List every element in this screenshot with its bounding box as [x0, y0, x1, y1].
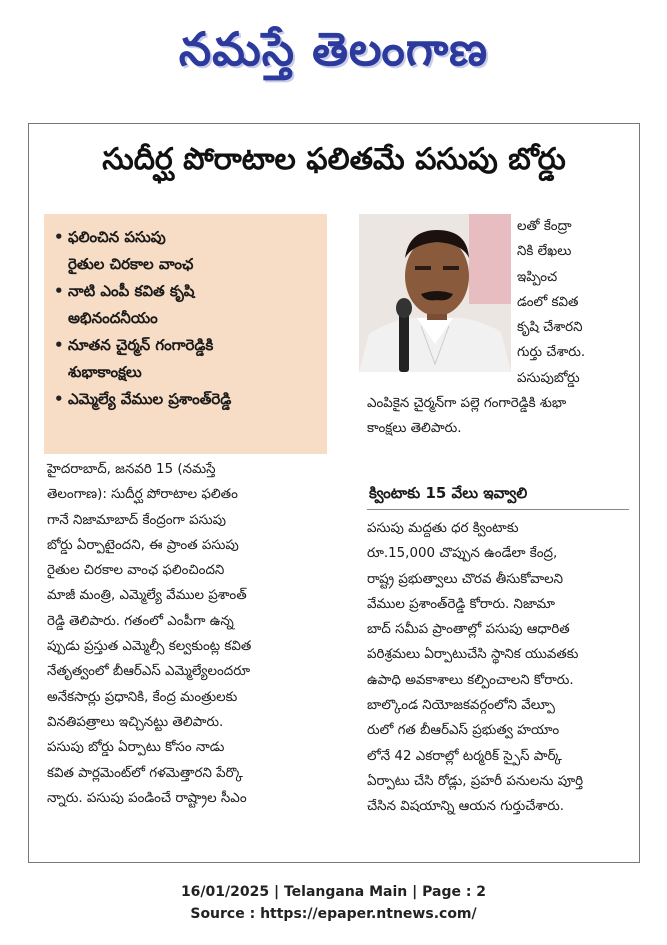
highlight-line: నూతన చైర్మన్ గంగారెడ్డికి [68, 336, 214, 354]
text-line: నేతృత్వంలో బీఆర్‌ఎస్ ఎమ్మెల్యేలందరూ [47, 664, 251, 680]
text-line: లోనే 42 ఎకరాల్లో టర్మరిక్ స్పైస్ పార్క్ [367, 748, 562, 764]
masthead [0, 0, 667, 110]
highlight-item [54, 386, 319, 413]
text-line: వినతిపత్రాలు ఇచ్చినట్టు తెలిపారు. [47, 714, 224, 730]
text-line: కృషి చేశారని [517, 320, 583, 336]
bullet-icon: • [54, 336, 64, 354]
text-line: రెడ్డి తెలిపారు. గతంలో ఎంపీగా ఉన్న [47, 613, 234, 629]
text-line: పసుపు మద్దతు ధర క్వింటాకు [367, 521, 519, 536]
highlights-box [44, 214, 327, 454]
highlight-line: ఎమ్మెల్యే వేముల ప్రశాంత్‌రెడ్డి [68, 390, 232, 408]
footer-date-line: 16/01/2025 | Telangana Main | Page : 2 [180, 884, 487, 900]
text-line: చేసిన విషయాన్ని ఆయన గుర్తుచేశారు. [367, 799, 565, 815]
highlight-line: రైతుల చిరకాల వాంఛ [68, 255, 194, 273]
text-line: రైతుల చిరకాల వాంఛ ఫలించిందని [47, 563, 225, 579]
text-line: బాల్కొండ నియోజకవర్గంలోని వేల్పూ [367, 698, 555, 714]
right-wrap-text [517, 214, 635, 391]
left-column-text [47, 457, 337, 811]
text-line: న్నారు. పసుపు పండించే రాష్ట్రాల సీఎం [47, 790, 247, 806]
text-line: రులో గత బీఆర్‌ఎస్ ప్రభుత్వ హయాం [367, 723, 560, 739]
portrait-photo [359, 214, 511, 372]
footer-source-link[interactable]: Source : https://epaper.ntnews.com/ [190, 906, 477, 922]
bullet-icon: • [54, 282, 64, 300]
article-headline: సుదీర్ఘ పోరాటాల ఫలితమే పసుపు బోర్డు [102, 142, 566, 177]
text-line: కాంక్షలు తెలిపారు. [367, 421, 462, 437]
article-subhead: క్వింటాకు 15 వేలు ఇవ్వాలి [369, 484, 528, 502]
text-line: ఎంపికైన చైర్మన్‌గా పల్లె గంగారెడ్డికి శుభా [367, 396, 567, 411]
text-line: నికి లేఖలు [517, 244, 572, 260]
bullet-icon: • [54, 390, 64, 408]
text-line: పసుపు బోర్డు ఏర్పాటు కోసం నాడు [47, 740, 225, 756]
subhead-divider [367, 509, 629, 510]
text-line: బోర్డు ఏర్పాటైందని, ఈ ప్రాంత పసుపు [47, 537, 239, 553]
highlight-item [54, 278, 319, 332]
text-line: మాజీ మంత్రి, ఎమ్మెల్యే వేముల ప్రశాంత్ [47, 588, 247, 604]
text-line: లతో కేంద్రా [517, 219, 572, 234]
highlight-line: అభినందనీయం [68, 309, 158, 327]
text-line: పరిశ్రమలు ఏర్పాటుచేసి స్థానిక యువతకు [367, 647, 579, 663]
text-line: కవిత పార్లమెంట్‌లో గళమెత్తారని పేర్కొ [47, 765, 243, 781]
text-line: ఉపాధి అవకాశాలు కల్పించాలని కోరారు. [367, 672, 574, 688]
text-line: వేముల ప్రశాంత్‌రెడ్డి కోరారు. నిజామా [367, 596, 555, 612]
text-line: ప్పుడు ప్రస్తుత ఎమ్మెల్సీ కల్వకుంట్ల కవిత [47, 639, 252, 655]
text-line: రాష్ట్ర ప్రభుత్వాలు చొరవ తీసుకోవాలని [367, 571, 564, 587]
right-continuation-text [367, 391, 637, 442]
text-line: హైదరాబాద్, జనవరి 15 (నమస్తే [47, 462, 216, 477]
text-line: అనేకసార్లు ప్రధానికి, కేంద్ర మంత్రులకు [47, 689, 238, 705]
text-line: తెలంగాణ): సుదీర్ఘ పోరాటాల ఫలితం [47, 487, 238, 503]
text-line: గానే నిజామాబాద్ కేంద్రంగా పసుపు [47, 512, 227, 528]
masthead-logo: నమస్తే తెలంగాణ [178, 22, 489, 76]
text-line: డంలో కవిత [517, 294, 579, 310]
bullet-icon: • [54, 228, 64, 246]
highlight-line: శుభాకాంక్షలు [68, 363, 142, 381]
right-column-text [367, 516, 637, 820]
highlight-item [54, 332, 319, 386]
text-line: గుర్తు చేశారు. [517, 345, 586, 361]
text-line: రూ.15,000 చొప్పున ఉండేలా కేంద్ర, [367, 546, 558, 562]
highlight-line: నాటి ఎంపీ కవిత కృషి [68, 282, 195, 300]
highlight-line: ఫలించిన పసుపు [68, 228, 166, 246]
highlight-item [54, 224, 319, 278]
text-line: ఇప్పించ [517, 269, 558, 285]
text-line: ఏర్పాటు చేసి రోడ్లు, ప్రహరీ పనులను పూర్తి [367, 773, 584, 789]
article-clipping [28, 123, 640, 863]
text-line: బాద్ సమీప ప్రాంతాల్లో పసుపు ఆధారిత [367, 622, 570, 638]
text-line: పసుపుబోర్డు [517, 370, 580, 386]
